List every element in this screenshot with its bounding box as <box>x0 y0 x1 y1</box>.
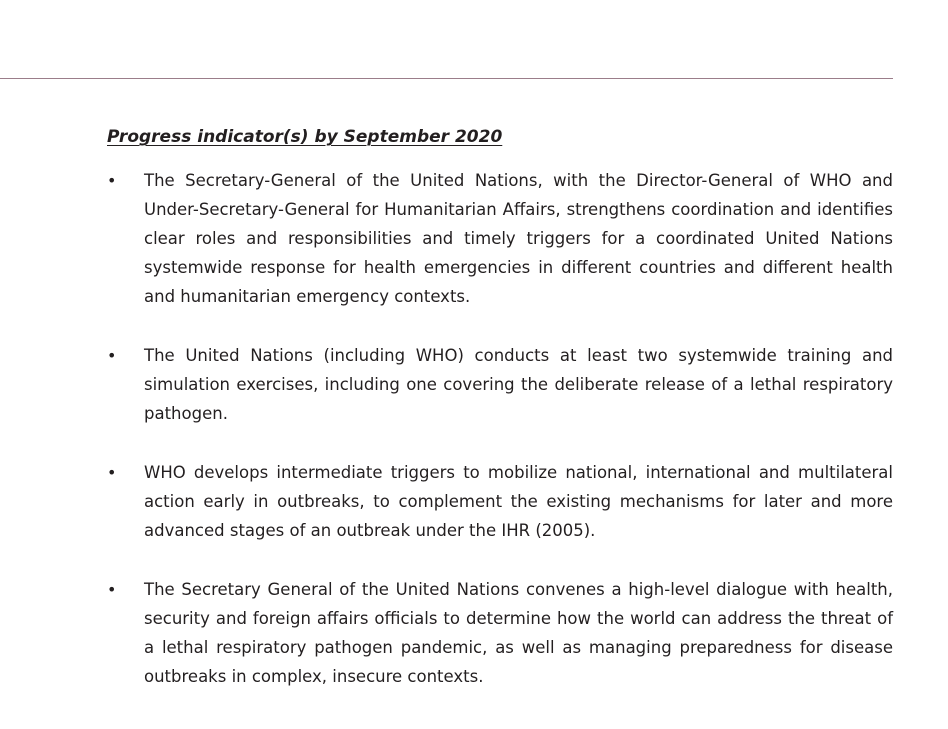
list-item-text: WHO develops intermediate triggers to mobilize national, international and multilateral action early in outbreaks, to complement the existing mechanisms for later and more advanced stages of an outbreak under the IHR (2005). <box>144 463 893 540</box>
section-heading: Progress indicator(s) by September 2020 <box>107 127 503 147</box>
bullet-icon: • <box>107 346 117 365</box>
list-item <box>0 166 948 311</box>
bullet-icon: • <box>107 580 117 599</box>
list-item-text: The Secretary General of the United Nations convenes a high-level dialogue with health, security and foreign affairs officials to determine how the world can address the threat of a lethal respiratory pathogen pandemic, as well as managing preparedness for disease outbreaks in complex, insecure contexts. <box>144 580 893 686</box>
bullet-icon: • <box>107 463 117 482</box>
list-item <box>0 575 948 691</box>
progress-indicator-list <box>0 166 948 721</box>
list-item-text: The Secretary-General of the United Nations, with the Director-General of WHO and Under-Secretary-General for Humanitarian Affairs, strengthens coordination and identifies clear roles and responsibilities and timely triggers for a coordinated United Nations systemwide response for health emergencies in different countries and different health and humanitarian emergency contexts. <box>144 171 893 306</box>
top-divider <box>0 78 893 79</box>
list-item <box>0 458 948 545</box>
bullet-icon: • <box>107 171 117 190</box>
list-item <box>0 341 948 428</box>
list-item-text: The United Nations (including WHO) conducts at least two systemwide training and simulation exercises, including one covering the deliberate release of a lethal respiratory pathogen. <box>144 346 893 423</box>
